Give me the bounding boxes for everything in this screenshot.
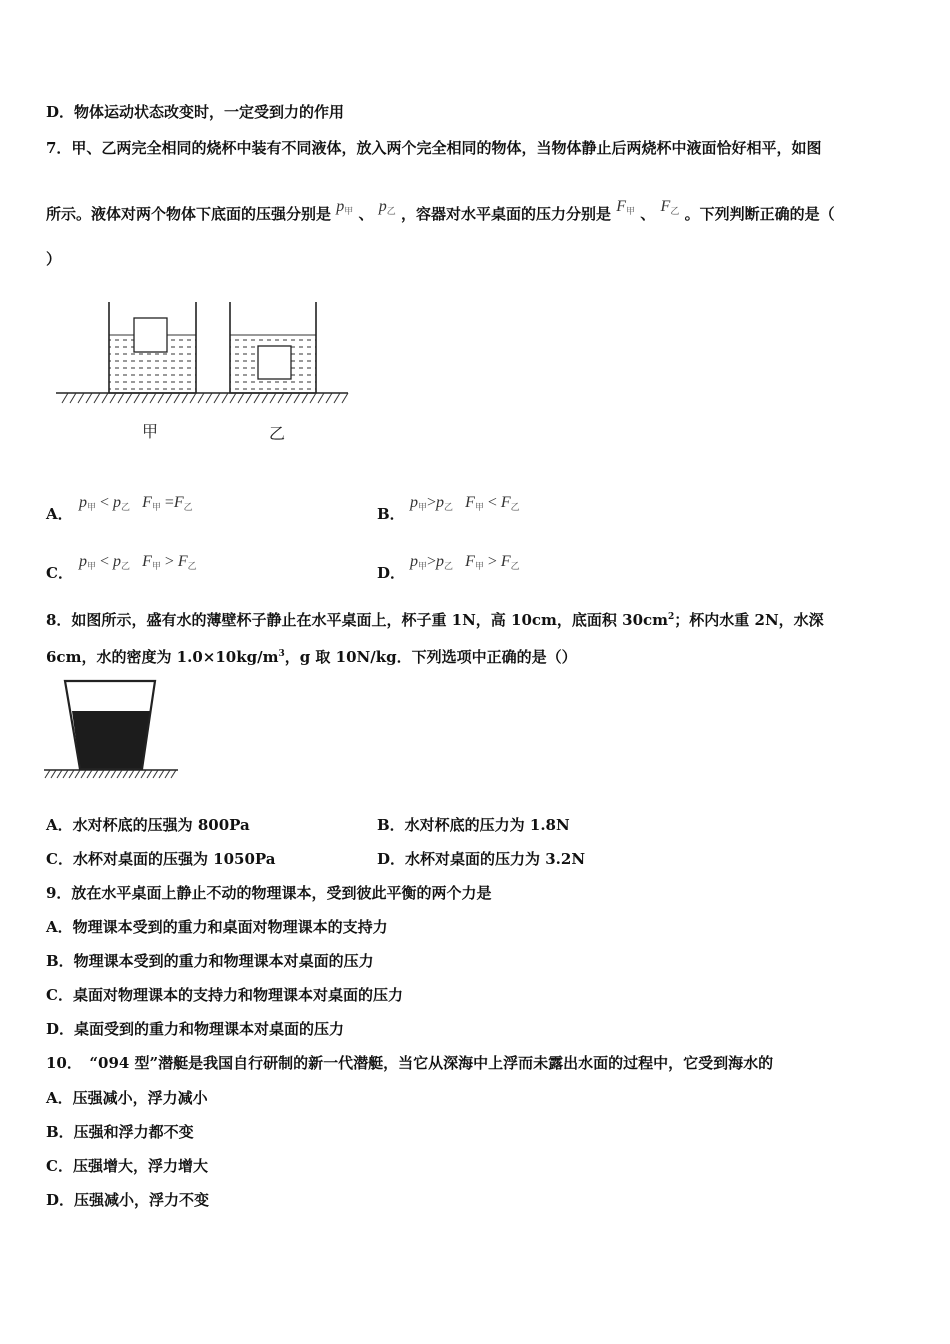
q7-option-b-formula[interactable]: $p_甲>p_乙$ $F_甲 < F_乙$ xyxy=(410,494,520,512)
q8-cup-figure xyxy=(44,678,180,782)
q8-sup-2: 2 xyxy=(668,612,675,622)
q7-stem-text-b: ，容器对水平桌面的压力分别是 xyxy=(401,205,612,223)
q7-option-d-formula[interactable]: $p_甲>p_乙$ $F_甲 > F_乙$ xyxy=(410,553,520,571)
q9-option-d[interactable]: D．桌面受到的重力和物理课本对桌面的压力 xyxy=(46,1020,345,1038)
q7-option-b-label[interactable]: B． xyxy=(377,505,405,523)
q8-option-d[interactable]: D．水杯对桌面的压力为 3.2N xyxy=(377,850,586,868)
q9-stem: 9．放在水平桌面上静止不动的物理课本，受到彼此平衡的两个力是 xyxy=(46,884,492,902)
q10-option-b[interactable]: B．压强和浮力都不变 xyxy=(46,1123,194,1141)
water xyxy=(72,711,151,769)
q7-option-a-formula[interactable]: $p_甲 < p_乙$ $F_甲 =F_乙$ xyxy=(79,494,193,512)
q10-stem: 10． “094 型”潜艇是我国自行研制的新一代潜艇，当它从深海中上浮而未露出水面的过程中，它受到海水的 xyxy=(46,1054,774,1072)
q7-option-a-label[interactable]: A． xyxy=(46,505,73,523)
q9-option-a[interactable]: A．物理课本受到的重力和桌面对物理课本的支持力 xyxy=(46,918,388,936)
cup-table-hatching xyxy=(45,770,176,778)
q6-option-d: D．物体运动状态改变时，一定受到力的作用 xyxy=(46,103,345,121)
figure-label-yi: 乙 xyxy=(269,424,286,443)
figure-label-jia: 甲 xyxy=(142,422,159,441)
q7-p-yi: $p_乙$ xyxy=(378,198,396,216)
q7-separator-2: 、 xyxy=(640,205,656,223)
q8-stem-text-b: ；杯内水重 2N，水深 xyxy=(674,611,824,629)
q7-f-yi: $F_乙$ xyxy=(660,198,680,216)
q10-option-a[interactable]: A．压强减小，浮力减小 xyxy=(46,1089,208,1107)
table-hatching xyxy=(62,393,348,403)
q8-option-b[interactable]: B．水对杯底的压力为 1.8N xyxy=(377,816,570,834)
q8-stem-line2 xyxy=(46,646,577,667)
q7-option-d-label[interactable]: D． xyxy=(377,564,406,582)
q8-stem-text-a: 8．如图所示，盛有水的薄壁杯子静止在水平桌面上，杯子重 1N，高 10cm，底面积 30cm xyxy=(46,611,669,629)
q9-option-b[interactable]: B．物理课本受到的重力和物理课本对桌面的压力 xyxy=(46,952,374,970)
q7-f-jia: $F_甲$ xyxy=(616,198,636,216)
q7-p-jia: $p_甲$ xyxy=(336,198,354,216)
q7-beakers-figure xyxy=(50,295,355,455)
q9-option-c[interactable]: C．桌面对物理课本的支持力和物理课本对桌面的压力 xyxy=(46,986,403,1004)
q7-stem-line1: 7．甲、乙两完全相同的烧杯中装有不同液体，放入两个完全相同的物体，当物体静止后两烧杯中液面恰好相平，如图 xyxy=(46,139,822,157)
q8-stem-text-d: ，g 取 10N/kg．下列选项中正确的是（） xyxy=(284,648,577,666)
q8-option-c[interactable]: C．水杯对桌面的压强为 1050Pa xyxy=(46,850,276,868)
q8-option-a[interactable]: A．水对杯底的压强为 800Pa xyxy=(46,816,250,834)
q7-stem-line2 xyxy=(46,198,835,224)
q10-option-c[interactable]: C．压强增大，浮力增大 xyxy=(46,1157,208,1175)
q7-option-c-label[interactable]: C． xyxy=(46,564,73,582)
q7-stem-line3: ） xyxy=(46,250,62,268)
q8-stem-line1 xyxy=(46,609,824,630)
object-yi xyxy=(258,346,291,379)
q8-sup-3: 3 xyxy=(278,649,285,659)
beaker-jia xyxy=(109,302,196,393)
q7-option-c-formula[interactable]: $p_甲 < p_乙$ $F_甲 > F_乙$ xyxy=(79,553,197,571)
object-jia xyxy=(134,318,167,352)
q8-stem-text-c: 6cm，水的密度为 1.0×10kg/m xyxy=(46,648,279,666)
beaker-yi xyxy=(230,302,316,393)
q7-stem-text-c: 。下列判断正确的是（ xyxy=(684,205,835,223)
q7-stem-text-a: 所示。液体对两个物体下底面的压强分别是 xyxy=(46,205,332,223)
q10-option-d[interactable]: D．压强减小，浮力不变 xyxy=(46,1191,210,1209)
q7-separator: 、 xyxy=(358,205,374,223)
